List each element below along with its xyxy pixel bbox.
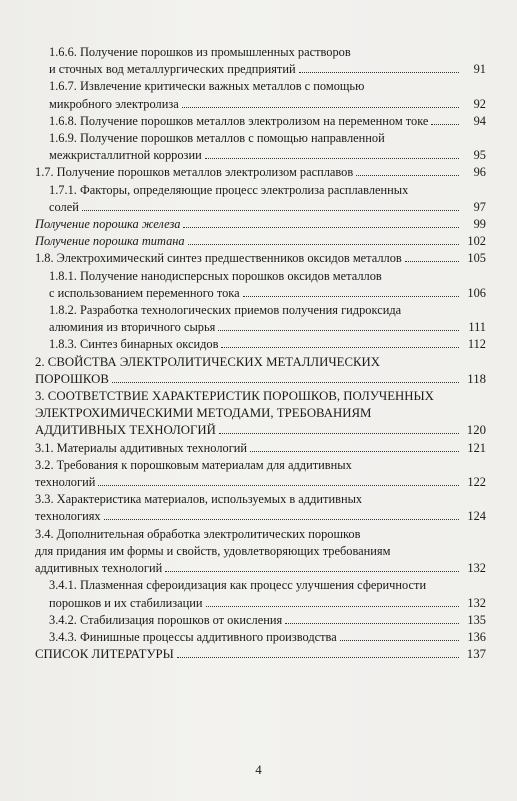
toc-entry-title-line: 1.7.1. Факторы, определяющие процесс электролиза расплавленных xyxy=(49,182,409,197)
toc-entry-page: 111 xyxy=(468,320,486,335)
toc-entry[interactable] xyxy=(35,250,486,267)
toc-leader-dots xyxy=(206,595,459,607)
toc-entry-page: 94 xyxy=(473,113,486,128)
toc-entry-page: 105 xyxy=(467,251,486,266)
toc-entry[interactable] xyxy=(35,440,486,457)
toc-entry-title-line: алюминия из вторичного сырья xyxy=(49,320,216,335)
toc-entry-title-line: с использованием переменного тока xyxy=(49,285,240,300)
toc-entry[interactable] xyxy=(35,388,486,440)
toc-entry-page: 124 xyxy=(467,509,486,524)
toc-entry-title-line: 2. СВОЙСТВА ЭЛЕКТРОЛИТИЧЕСКИХ МЕТАЛЛИЧЕСКИХ xyxy=(35,354,381,369)
toc-entry-title-line: 1.8.2. Разработка технологических приемов получения гидроксида xyxy=(49,303,402,318)
toc-entry-title-line: 1.6.6. Получение порошков из промышленных растворов xyxy=(49,45,351,59)
toc-entry-title-line: ЭЛЕКТРОХИМИЧЕСКИМИ МЕТОДАМИ, ТРЕБОВАНИЯМ xyxy=(35,406,372,421)
toc-entry-page: 137 xyxy=(466,647,486,662)
toc-entry-title-line: 3.4.3. Финишные процессы аддитивного производства xyxy=(49,629,337,644)
toc-leader-dots xyxy=(183,216,459,228)
toc-entry-page: 95 xyxy=(473,148,486,163)
toc-entry[interactable] xyxy=(49,302,486,336)
toc-entry-page: 120 xyxy=(466,423,486,438)
toc-entry-title-line: 3.1. Материалы аддитивных технологий xyxy=(35,440,248,455)
toc-entry-title-line: 3.4. Дополнительная обработка электролитических порошков xyxy=(35,526,361,541)
toc-entry-page: 91 xyxy=(473,62,486,77)
toc-leader-dots xyxy=(218,319,459,331)
toc-entry-title-line: 1.8.1. Получение нанодисперсных порошков оксидов металлов xyxy=(49,268,382,283)
toc-entry[interactable] xyxy=(49,130,486,164)
toc-leader-dots xyxy=(177,646,459,658)
toc-entry[interactable] xyxy=(49,336,486,353)
toc-leader-dots xyxy=(82,199,459,211)
toc-leader-dots xyxy=(165,560,459,572)
toc-entry-title-line: 1.6.7. Извлечение критически важных металлов с помощью xyxy=(49,79,365,94)
toc-leader-dots xyxy=(250,440,459,452)
toc-entry[interactable] xyxy=(49,577,486,611)
toc-entry-title-line: солей xyxy=(49,199,79,214)
toc-entry-page: 106 xyxy=(467,285,486,300)
toc-entry[interactable] xyxy=(35,491,486,525)
toc-leader-dots xyxy=(356,164,459,176)
toc-entry-title-line: ПОРОШКОВ xyxy=(35,371,109,386)
toc-entry-page: 118 xyxy=(467,371,486,386)
toc-entry[interactable] xyxy=(49,612,486,629)
toc-entry-title-line: 3.2. Требования к порошковым материалам для аддитивных xyxy=(35,457,352,472)
toc-entry-page: 97 xyxy=(473,199,486,214)
toc-entry-title-line: СПИСОК ЛИТЕРАТУРЫ xyxy=(35,647,174,662)
toc-entry[interactable] xyxy=(35,233,486,250)
toc-entry-page: 99 xyxy=(473,217,486,232)
toc-leader-dots xyxy=(112,371,459,383)
toc-entry-page: 136 xyxy=(467,629,486,644)
toc-entry-page: 92 xyxy=(473,96,486,111)
toc-entry[interactable] xyxy=(35,526,486,578)
toc-entry-title-line: технологий xyxy=(35,475,96,490)
toc-leader-dots xyxy=(221,336,459,348)
toc-leader-dots xyxy=(405,250,459,262)
toc-leader-dots xyxy=(98,474,459,486)
toc-entry-title-line: межкристаллитной коррозии xyxy=(49,148,202,163)
toc-entry[interactable] xyxy=(35,646,486,663)
toc-entry-title-line: АДДИТИВНЫХ ТЕХНОЛОГИЙ xyxy=(35,423,216,438)
page-number: 4 xyxy=(255,762,262,777)
toc-leader-dots xyxy=(104,508,459,520)
toc-entry-title-line: 1.6.8. Получение порошков металлов электролизом на переменном токе xyxy=(49,113,429,128)
toc-entry-title-line: для придания им формы и свойств, удовлетворяющих требованиям xyxy=(35,543,391,558)
toc-entry-title-line: Получение порошка титана xyxy=(35,234,185,249)
toc-entry[interactable] xyxy=(49,268,486,302)
toc-entry-title-line: микробного электролиза xyxy=(49,96,179,111)
toc-leader-dots xyxy=(340,629,459,641)
toc-entry-title-line: порошков и их стабилизации xyxy=(49,595,203,610)
toc-leader-dots xyxy=(219,422,459,434)
toc-entry[interactable] xyxy=(35,164,486,181)
toc-entry-title-line: 1.8. Электрохимический синтез предшественников оксидов металлов xyxy=(35,251,402,266)
toc-entry-page: 132 xyxy=(467,561,486,576)
toc-leader-dots xyxy=(299,61,459,73)
toc-entry-page: 135 xyxy=(467,612,486,627)
toc-entry-page: 96 xyxy=(473,165,486,180)
toc-leader-dots xyxy=(431,113,459,125)
toc-leader-dots xyxy=(243,285,459,297)
toc-entry[interactable] xyxy=(49,44,486,78)
toc-entry[interactable] xyxy=(35,457,486,491)
toc-entry-title-line: технологиях xyxy=(35,509,101,524)
toc-entry-title-line: 1.8.3. Синтез бинарных оксидов xyxy=(49,337,219,352)
toc-entry[interactable] xyxy=(35,354,486,388)
toc-entry[interactable] xyxy=(49,182,486,216)
toc-entry-title-line: аддитивных технологий xyxy=(35,561,163,576)
toc-entry-title-line: 3.4.1. Плазменная сфероидизация как процесс улучшения сферичности xyxy=(49,578,427,593)
toc-entry[interactable] xyxy=(35,216,486,233)
toc-leader-dots xyxy=(205,147,459,159)
toc-entry[interactable] xyxy=(49,629,486,646)
toc-entry-page: 122 xyxy=(467,475,486,490)
toc-leader-dots xyxy=(182,96,459,108)
toc-entry-title-line: 1.7. Получение порошков металлов электролизом расплавов xyxy=(35,165,354,180)
toc-leader-dots xyxy=(285,612,459,624)
toc-entry[interactable] xyxy=(49,78,486,112)
toc-entry-page: 112 xyxy=(467,337,486,352)
toc-leader-dots xyxy=(188,233,459,245)
toc-entry-page: 132 xyxy=(467,595,486,610)
toc-entry[interactable] xyxy=(49,113,486,130)
toc-entry-title-line: и сточных вод металлургических предприятий xyxy=(49,62,296,77)
toc-entry-page: 121 xyxy=(467,440,486,455)
toc-entry-title-line: 3. СООТВЕТСТВИЕ ХАРАКТЕРИСТИК ПОРОШКОВ, ПОЛУЧЕННЫХ xyxy=(35,389,434,404)
toc-entry-title-line: 1.6.9. Получение порошков металлов с помощью направленной xyxy=(49,131,385,146)
table-of-contents xyxy=(0,44,517,663)
toc-entry-title-line: 3.3. Характеристика материалов, используемых в аддитивных xyxy=(35,492,363,507)
toc-entry-page: 102 xyxy=(467,234,486,249)
toc-entry-title-line: 3.4.2. Стабилизация порошков от окисления xyxy=(49,612,283,627)
toc-entry-title-line: Получение порошка железа xyxy=(35,217,181,232)
